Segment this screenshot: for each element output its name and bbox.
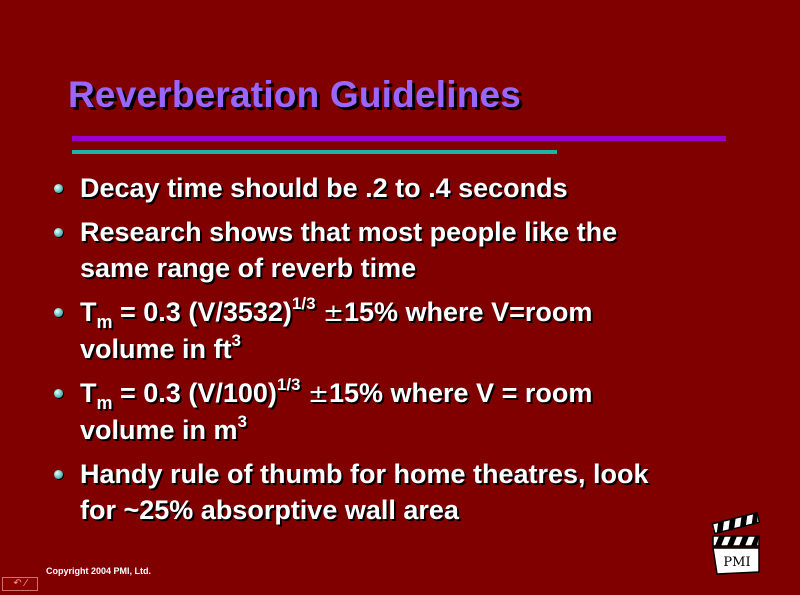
formula-unit-line: volume in m [80,415,238,445]
formula-subscript: m [96,393,113,413]
formula-tolerance: 15% where V=room [344,297,593,327]
bullet-text: Decay time should be .2 to .4 seconds [80,173,568,203]
unit-exponent: 3 [237,412,247,431]
bullet-text-line1: Handy rule of thumb for home theatres, look [80,459,649,489]
formula-expression: = 0.3 (V/100) [112,378,277,408]
return-icon: ↶ ⁄ [13,578,27,589]
bullet-item [48,170,649,206]
formula-expression: = 0.3 (V/3532) [112,297,292,327]
bullet-text-line2: for ~25% absorptive wall area [80,495,459,525]
formula-symbol: T [80,378,97,408]
plus-minus-sign: ± [308,379,329,408]
plus-minus-sign: ± [323,298,344,327]
title-underline-purple [72,136,726,141]
pmi-clapperboard-logo [711,510,763,576]
return-nav-button[interactable] [2,577,38,591]
unit-exponent: 3 [231,331,241,350]
bullet-item [48,294,649,367]
bullet-text-line2: same range of reverb time [80,253,417,283]
logo-text: PMI [723,555,751,570]
bullet-list [48,170,649,536]
formula-unit-line: volume in ft [80,334,232,364]
copyright-text: Copyright 2004 PMI, Ltd. [46,566,152,576]
bullet-dot-icon [54,308,63,317]
title-underline-teal [72,150,557,154]
formula-symbol: T [80,297,97,327]
formula-exponent: 1/3 [276,375,301,394]
bullet-dot-icon [54,389,63,398]
formula-tolerance: 15% where V = room [328,378,593,408]
bullet-dot-icon [54,470,63,479]
formula-subscript: m [96,312,113,332]
bullet-text-line1: Research shows that most people like the [80,217,618,247]
bullet-item [48,456,649,528]
bullet-item [48,375,649,448]
bullet-dot-icon [54,184,63,193]
bullet-item [48,214,649,286]
bullet-dot-icon [54,228,63,237]
formula-exponent: 1/3 [291,294,316,313]
slide-title: Reverberation Guidelines [68,74,522,115]
